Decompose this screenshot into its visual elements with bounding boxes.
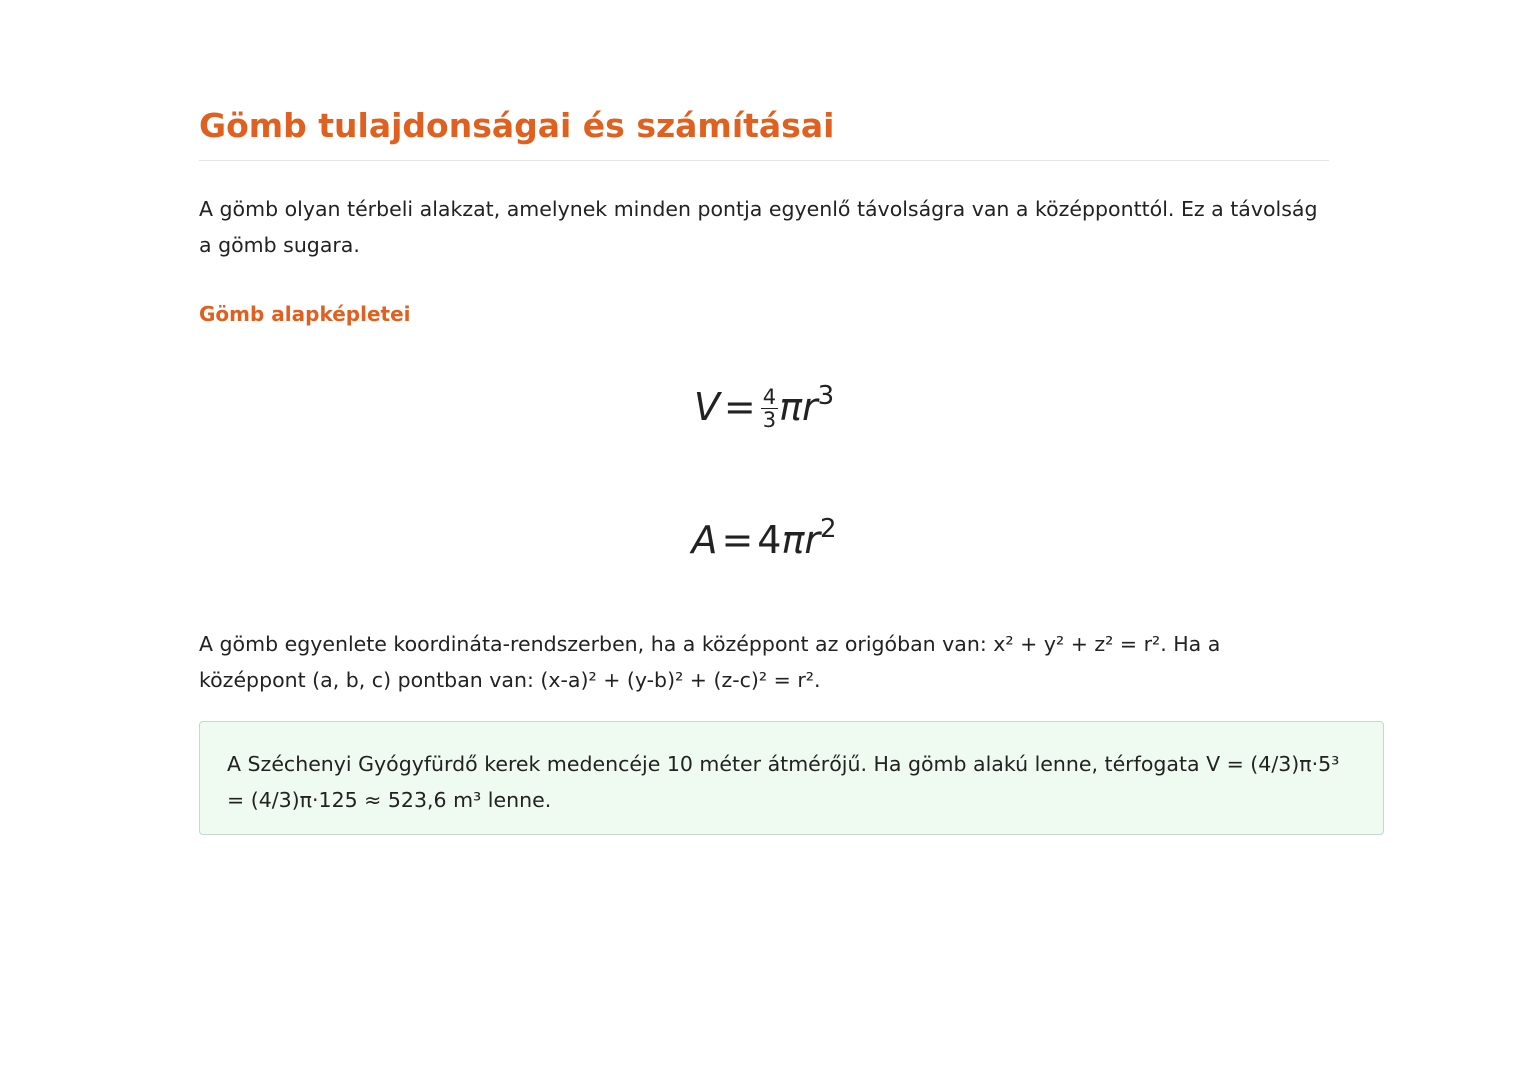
formulas-heading: Gömb alapképletei: [199, 302, 411, 326]
page-title: Gömb tulajdonságai és számításai: [199, 106, 835, 145]
example-text: A Széchenyi Gyógyfürdő kerek medencéje 10 méter átmérőjű. Ha gömb alakú lenne, térfogata V = (4/3)π·5³ = (4/3)π·125 ≈ 523,6 m³ lenne.: [227, 752, 1340, 812]
exponent: 3: [817, 381, 835, 411]
pi-r-term: πr: [779, 385, 818, 429]
pi-r-term: πr: [781, 518, 820, 562]
example-callout: [199, 721, 1384, 835]
equals-sign: =: [721, 518, 754, 562]
fraction-numerator: 4: [762, 385, 777, 409]
sphere-equation-paragraph: A gömb egyenlete koordináta-rendszerben, ha a középpont az origóban van: x² + y² + z² = r². Ha a középpont (a, b, c) pontban van: (x-a)² + (y-b)² + (z-c)² = r².: [199, 632, 1221, 692]
volume-formula: [199, 382, 1329, 433]
area-formula: [199, 515, 1329, 565]
area-symbol: A: [691, 518, 718, 562]
coefficient: 4: [757, 518, 782, 562]
intro-paragraph: A gömb olyan térbeli alakzat, amelynek minden pontja egyenlő távolságra van a középponttól. Ez a távolság a gömb sugara.: [199, 197, 1318, 257]
fraction: [761, 386, 778, 431]
volume-symbol: V: [693, 385, 720, 429]
equals-sign: =: [723, 385, 756, 429]
exponent: 2: [820, 514, 837, 544]
title-divider: [199, 160, 1329, 161]
fraction-denominator: 3: [762, 408, 777, 432]
